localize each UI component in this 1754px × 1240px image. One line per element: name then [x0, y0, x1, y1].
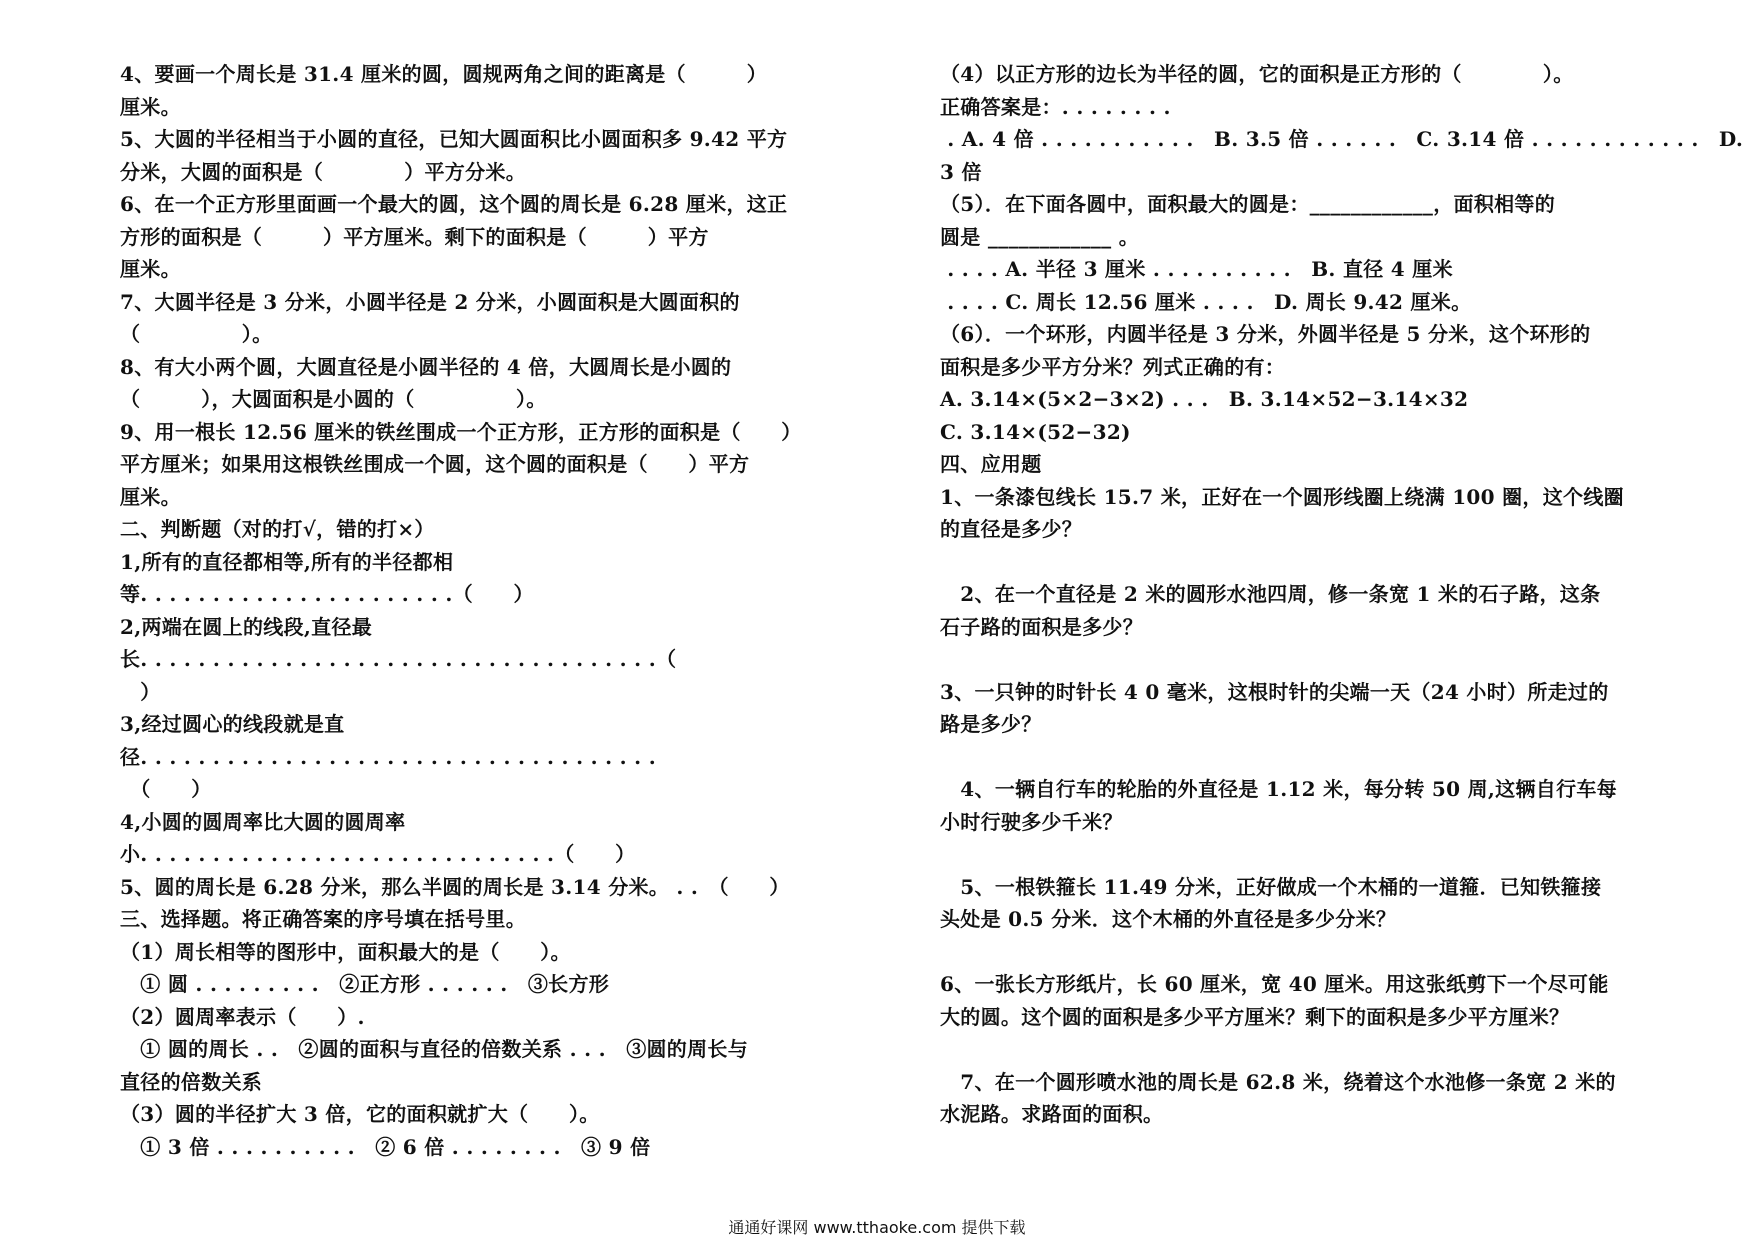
left-column-line: 1,所有的直径都相等,所有的半径都相	[120, 549, 454, 574]
right-column-line: C. 3.14×(52−32)	[940, 419, 1131, 444]
right-column-line: （5）．在下面各圆中，面积最大的圆是：____________，面积相等的	[940, 192, 1556, 216]
right-column-line	[940, 741, 1640, 774]
right-column-line: 小时行驶多少千米？	[940, 809, 1123, 834]
right-column-line: 路是多少？	[940, 712, 1042, 736]
left-column-line: ）	[120, 679, 161, 704]
left-column	[120, 58, 820, 1163]
right-column-line: 的直径是多少？	[940, 517, 1083, 541]
right-column-line: 4、一辆自行车的轮胎的外直径是 1.12 米，每分转 50 周,这辆自行车每	[940, 777, 1617, 801]
right-column-line: . A. 4 倍 . . . . . . . . . . . B. 3.5 倍 . . . . . . C. 3.14 倍 . . . . . . . . . . . . D.	[940, 127, 1744, 151]
left-column-line: 7、大圆半径是 3 分米，小圆半径是 2 分米，小圆面积是大圆面积的	[120, 289, 740, 314]
right-column-line: 5、一根铁箍长 11.49 分米，正好做成一个木桶的一道箍．已知铁箍接	[940, 874, 1602, 899]
left-column-line: 等. . . . . . . . . . . . . . . . . . . . . .（ ）	[120, 582, 534, 606]
right-column-line: 2、在一个直径是 2 米的圆形水池四周，修一条宽 1 米的石子路，这条	[940, 582, 1601, 606]
left-column-line: 分米，大圆的面积是（ ）平方分米。	[120, 159, 526, 184]
left-column-line: ① 圆 . . . . . . . . . ②正方形 . . . . . . ③长方形	[120, 972, 610, 996]
left-column-line: 小. . . . . . . . . . . . . . . . . . . . . . . . . . . . .（ ）	[120, 842, 636, 866]
left-column-line: 厘米。	[120, 257, 181, 281]
footer-credit: 通通好课网 www.tthaoke.com 提供下载	[728, 1218, 1026, 1237]
left-column-line: 二、判断题（对的打√，错的打×）	[120, 517, 435, 541]
right-column-line: 四、应用题	[940, 452, 1042, 476]
left-column-line: 平方厘米；如果用这根铁丝围成一个圆，这个圆的面积是（ ）平方	[120, 452, 750, 476]
left-column-line: （ ），大圆面积是小圆的（ ）。	[120, 387, 547, 411]
right-column-line: 圆是 ____________ 。	[940, 224, 1140, 249]
right-column-line: 面积是多少平方分米？列式正确的有：	[940, 354, 1286, 379]
right-column-line: 1、一条漆包线长 15.7 米，正好在一个圆形线圈上绕满 100 圈，这个线圈	[940, 484, 1624, 509]
left-column-line: 长. . . . . . . . . . . . . . . . . . . . . . . . . . . . . . . . . . . .（	[120, 647, 677, 671]
right-column-line	[940, 546, 1640, 579]
left-column-line: （ ）	[120, 777, 212, 801]
right-column-line: . . . . C. 周长 12.56 厘米 . . . . D. 周长 9.42 厘米。	[940, 289, 1472, 314]
left-column-line: 厘米。	[120, 94, 181, 119]
right-column-line: （4）以正方形的边长为半径的圆，它的面积是正方形的（ ）。	[940, 62, 1574, 86]
left-column-line: （3）圆的半径扩大 3 倍，它的面积就扩大（ ）。	[120, 1102, 600, 1126]
left-column-line: 8、有大小两个圆，大圆直径是小圆半径的 4 倍，大圆周长是小圆的	[120, 354, 732, 379]
left-column-line: 3,经过圆心的线段就是直	[120, 712, 345, 736]
left-column-line: 5、大圆的半径相当于小圆的直径，已知大圆面积比小圆面积多 9.42 平方	[120, 127, 788, 151]
left-column-line: 三、选择题。将正确答案的序号填在括号里。	[120, 907, 526, 931]
right-column-line	[940, 838, 1640, 871]
right-column-line: A. 3.14×(5×2−3×2) . . . B. 3.14×52−3.14×32	[940, 387, 1469, 411]
right-column-line: 石子路的面积是多少？	[940, 614, 1143, 639]
left-column-line: （2）圆周率表示（ ）.	[120, 1004, 365, 1029]
right-column-line: 正确答案是：. . . . . . . .	[940, 94, 1171, 119]
right-column-line: 3 倍	[940, 159, 982, 184]
left-column-line: 5、圆的周长是 6.28 分米，那么半圆的周长是 3.14 分米。 . . （ ）	[120, 874, 790, 899]
right-column-line: 大的圆。这个圆的面积是多少平方厘米？剩下的面积是多少平方厘米？	[940, 1004, 1570, 1029]
right-column-line: 7、在一个圆形喷水池的周长是 62.8 米，绕着这个水池修一条宽 2 米的	[940, 1069, 1616, 1094]
right-column-line: . . . . A. 半径 3 厘米 . . . . . . . . . . B. 直径 4 厘米	[940, 257, 1453, 281]
right-column-line	[940, 643, 1640, 676]
left-column-line: 方形的面积是（ ）平方厘米。剩下的面积是（ ）平方	[120, 224, 709, 249]
right-column-line	[940, 936, 1640, 969]
left-column-line: 2,两端在圆上的线段,直径最	[120, 614, 373, 639]
right-column-line: （6）．一个环形，内圆半径是 3 分米，外圆半径是 5 分米，这个环形的	[940, 322, 1591, 346]
right-column-line: 水泥路。求路面的面积。	[940, 1102, 1164, 1126]
right-column-line: 6、一张长方形纸片，长 60 厘米，宽 40 厘米。用这张纸剪下一个尽可能	[940, 972, 1609, 996]
left-column-line: 9、用一根长 12.56 厘米的铁丝围成一个正方形，正方形的面积是（ ）	[120, 419, 802, 444]
left-column-line: 4,小圆的圆周率比大圆的圆周率	[120, 809, 406, 834]
left-column-line: （1）周长相等的图形中，面积最大的是（ ）。	[120, 939, 571, 964]
left-column-line: ① 圆的周长 . . ②圆的面积与直径的倍数关系 . . . ③圆的周长与	[120, 1037, 748, 1061]
right-column-line: 3、一只钟的时针长 4 0 毫米，这根时针的尖端一天（24 小时）所走过的	[940, 679, 1609, 704]
right-column-line: 头处是 0.5 分米．这个木桶的外直径是多少分米？	[940, 907, 1397, 931]
left-column-line: 4、要画一个周长是 31.4 厘米的圆，圆规两角之间的距离是（ ）	[120, 62, 768, 86]
left-column-line: 直径的倍数关系	[120, 1069, 263, 1094]
left-column-line: （ ）。	[120, 322, 273, 346]
left-column-line: ① 3 倍 . . . . . . . . . . ② 6 倍 . . . . . . . . ③ 9 倍	[120, 1134, 651, 1159]
left-column-line: 厘米。	[120, 484, 181, 509]
right-column	[940, 58, 1744, 1131]
left-column-line: 径. . . . . . . . . . . . . . . . . . . . . . . . . . . . . . . . . . . .	[120, 744, 656, 769]
left-column-line: 6、在一个正方形里面画一个最大的圆，这个圆的周长是 6.28 厘米，这正	[120, 192, 788, 216]
right-column-line	[940, 1033, 1640, 1066]
